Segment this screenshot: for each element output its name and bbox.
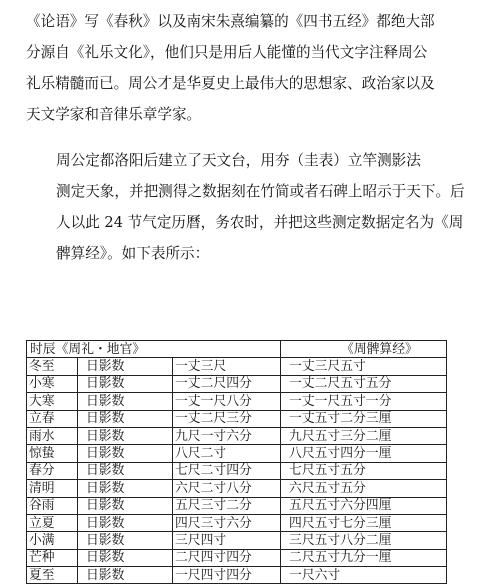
solar-term-cell: 立春 — [27, 410, 78, 427]
zhouli-value-cell: 一丈二尺四分 — [173, 375, 281, 392]
table-row — [27, 514, 447, 531]
zhouli-value-cell: 八尺二寸 — [173, 445, 281, 462]
zhoubi-value-cell: 四尺五寸七分三厘 — [281, 514, 447, 531]
solar-term-cell: 春分 — [27, 462, 78, 479]
solar-term-cell: 芒种 — [27, 549, 78, 566]
label-cell: 日影数 — [78, 480, 173, 497]
label-cell: 日影数 — [78, 549, 173, 566]
paragraph-observatory — [26, 145, 465, 269]
label-cell: 日影数 — [78, 410, 173, 427]
zhouli-value-cell: 四尺三寸六分 — [173, 514, 281, 531]
zhouli-value-cell: 一丈一尺八分 — [173, 393, 281, 410]
table-row — [27, 549, 447, 566]
label-cell: 日影数 — [78, 427, 173, 444]
text-line: 分源自《礼乐文化》，他们只是用后人能懂的当代文字注释周公 — [26, 44, 428, 61]
table-row — [27, 393, 447, 410]
zhoubi-value-cell: 一尺六寸 — [281, 567, 447, 584]
table-row — [27, 375, 447, 392]
solar-term-cell: 小满 — [27, 532, 78, 549]
label-cell: 日影数 — [78, 393, 173, 410]
label-cell: 日影数 — [78, 462, 173, 479]
paragraph-zhougong-intro — [26, 6, 458, 130]
text-line: 礼乐精髓而已。周公才是华夏史上最伟大的思想家、政治家以及 — [26, 75, 435, 92]
solar-term-cell: 清明 — [27, 480, 78, 497]
solar-term-cell: 立夏 — [27, 514, 78, 531]
solar-term-cell: 小寒 — [27, 375, 78, 392]
zhouli-value-cell: 一尺四寸四分 — [173, 567, 281, 584]
table-header-row — [27, 341, 447, 358]
zhoubi-value-cell: 一丈一尺五寸一分 — [281, 393, 447, 410]
text-line: 人以此 24 节气定历曆，务农时，并把这些测定数据定名为《周 — [56, 214, 464, 231]
shadow-length-table — [26, 340, 447, 584]
zhoubi-value-cell: 一丈二尺五寸五分 — [281, 375, 447, 392]
solar-term-cell: 夏至 — [27, 567, 78, 584]
label-cell: 日影数 — [78, 358, 173, 375]
label-cell: 日影数 — [78, 497, 173, 514]
label-cell: 日影数 — [78, 567, 173, 584]
table-row — [27, 358, 447, 375]
zhoubi-value-cell: 六尺五寸五分 — [281, 480, 447, 497]
table-row — [27, 567, 447, 584]
label-cell: 日影数 — [78, 514, 173, 531]
text-line: 测定天象，并把测得之数据刻在竹简或者石碑上昭示于天下。后 — [56, 183, 465, 200]
label-cell: 日影数 — [78, 445, 173, 462]
solar-term-cell: 大寒 — [27, 393, 78, 410]
zhouli-value-cell: 六尺二寸八分 — [173, 480, 281, 497]
label-cell: 日影数 — [78, 375, 173, 392]
zhouli-value-cell: 一丈三尺 — [173, 358, 281, 375]
text-line: 《论语》写《春秋》以及南宋朱熹编纂的《四书五经》都绝大部 — [26, 13, 435, 30]
zhoubi-value-cell: 八尺五寸四分一厘 — [281, 445, 447, 462]
solar-term-cell: 惊蛰 — [27, 445, 78, 462]
table-row — [27, 480, 447, 497]
table-row — [27, 532, 447, 549]
zhouli-value-cell: 三尺四寸 — [173, 532, 281, 549]
zhouli-value-cell: 七尺二寸四分 — [173, 462, 281, 479]
text-line: 周公定都洛阳后建立了天文台，用夯（圭表）立竿测影法 — [56, 152, 421, 169]
text-line: 天文学家和音律乐章学家。 — [26, 106, 202, 123]
zhoubi-value-cell: 九尺五寸三分二厘 — [281, 427, 447, 444]
zhoubi-value-cell: 三尺五寸八分二厘 — [281, 532, 447, 549]
zhoubi-value-cell: 二尺五寸九分一厘 — [281, 549, 447, 566]
table-row — [27, 410, 447, 427]
solar-term-cell: 雨水 — [27, 427, 78, 444]
zhoubi-value-cell: 一丈三尺五寸 — [281, 358, 447, 375]
zhouli-value-cell: 一丈二尺三分 — [173, 410, 281, 427]
solar-term-cell: 冬至 — [27, 358, 78, 375]
zhoubi-value-cell: 一丈五寸二分三厘 — [281, 410, 447, 427]
header-zhoubi: 《周髀算经》 — [281, 341, 447, 358]
table-row — [27, 462, 447, 479]
zhoubi-value-cell: 七尺五寸五分 — [281, 462, 447, 479]
label-cell: 日影数 — [78, 532, 173, 549]
text-line: 髀算经》。如下表所示： — [56, 245, 210, 262]
zhoubi-value-cell: 五尺五寸六分四厘 — [281, 497, 447, 514]
table-row — [27, 445, 447, 462]
header-zhouli: 时辰《周礼・地官》 — [27, 341, 281, 358]
zhouli-value-cell: 九尺一寸六分 — [173, 427, 281, 444]
zhouli-value-cell: 二尺四寸四分 — [173, 549, 281, 566]
table-row — [27, 497, 447, 514]
solar-term-cell: 谷雨 — [27, 497, 78, 514]
zhouli-value-cell: 五尺三寸二分 — [173, 497, 281, 514]
table-row — [27, 427, 447, 444]
